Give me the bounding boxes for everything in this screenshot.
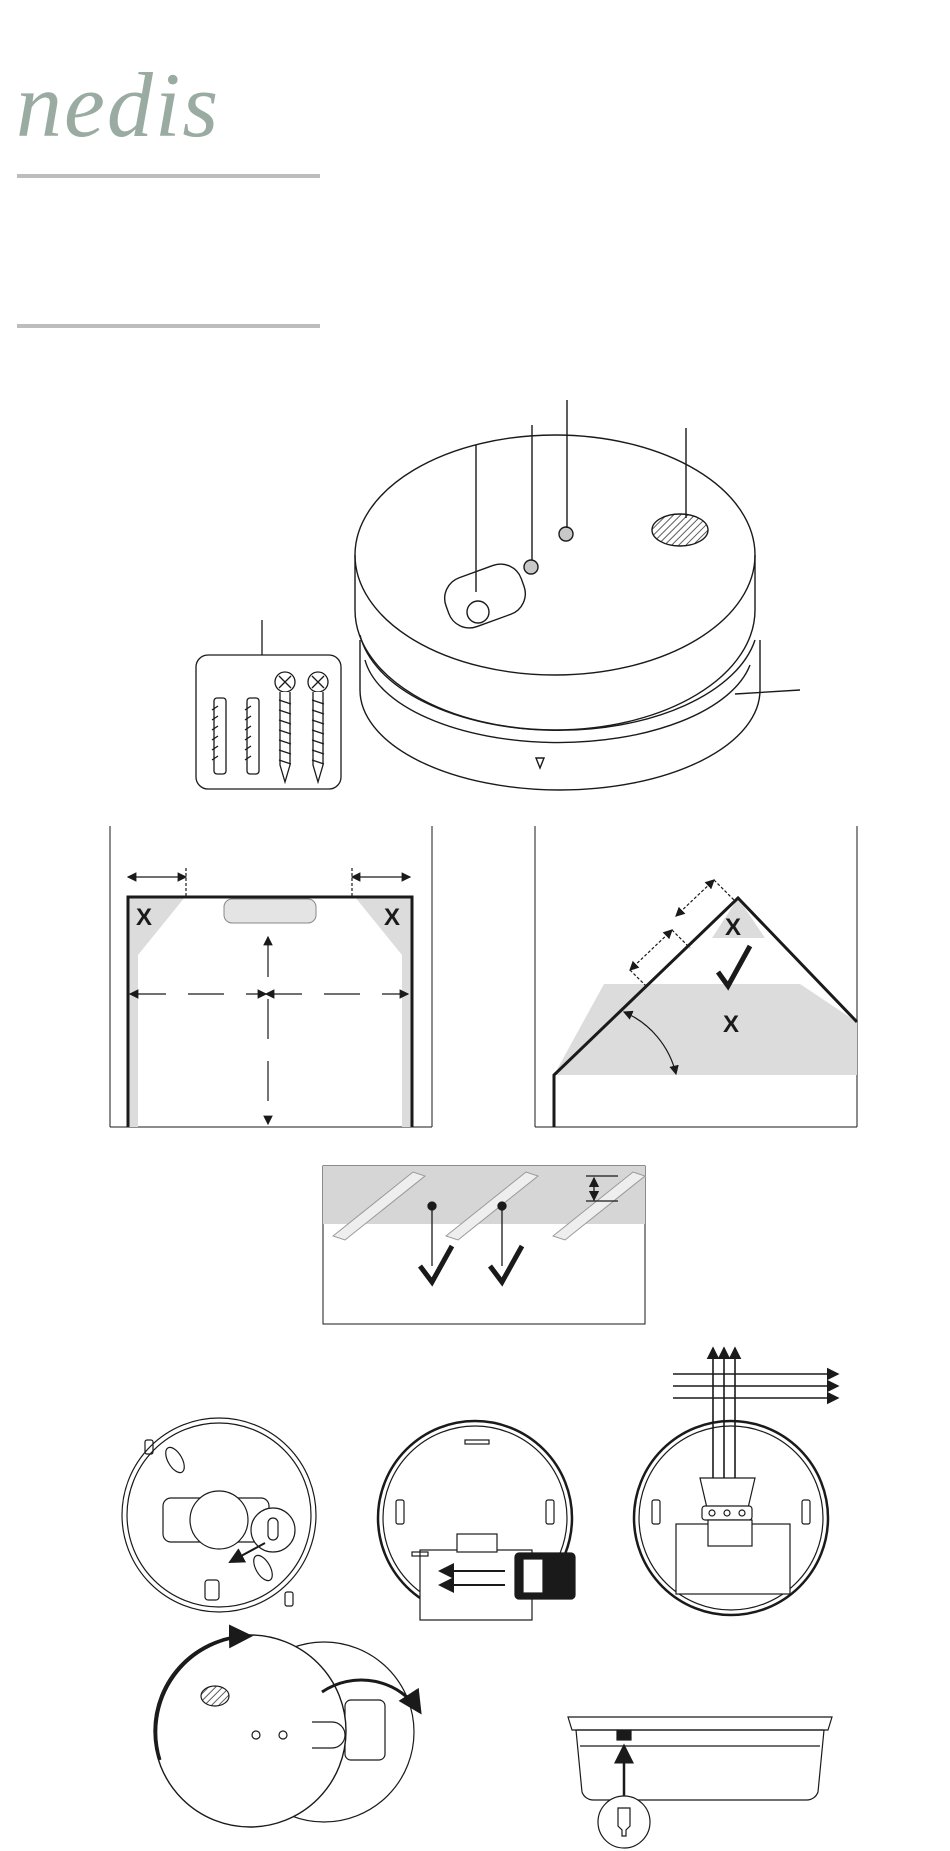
attach-detector xyxy=(154,1635,420,1827)
svg-text:nedis: nedis xyxy=(16,58,221,148)
roof-bottom-x: X xyxy=(723,1011,740,1038)
wiring-connection xyxy=(634,1348,838,1615)
roof-ok-check xyxy=(718,946,750,986)
roof-top-x: X xyxy=(725,914,742,941)
battery-insertion xyxy=(378,1421,575,1620)
screws-and-plugs xyxy=(196,620,341,789)
sloped-ceiling-placement xyxy=(535,826,857,1127)
smoke-detector-overview xyxy=(355,400,800,790)
ceiling-corner-x-left: X xyxy=(136,904,153,931)
flat-ceiling-placement xyxy=(110,826,432,1127)
ceiling-beams-placement xyxy=(323,1166,645,1324)
mounting-base xyxy=(122,1418,316,1612)
detector-side-view xyxy=(568,1717,832,1848)
ceiling-corner-x-right: X xyxy=(384,904,401,931)
